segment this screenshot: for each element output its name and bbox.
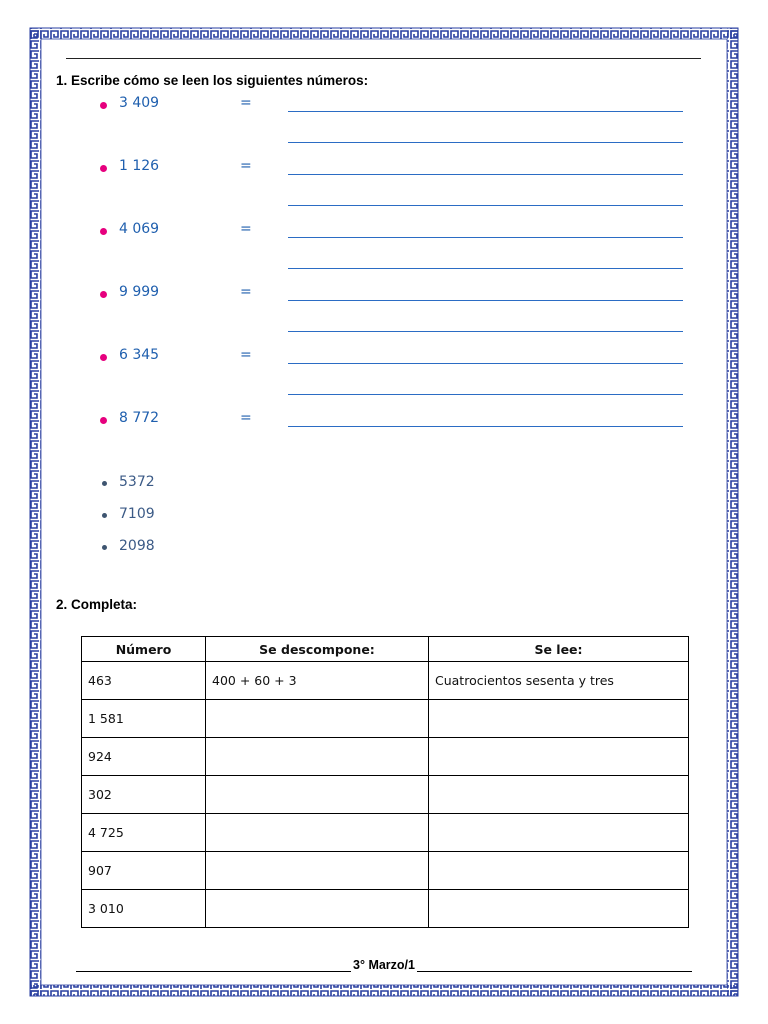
cell-se-lee[interactable]	[429, 852, 689, 890]
exercise-number: 8 772	[119, 410, 160, 426]
extra-number: 7109	[119, 506, 155, 522]
equals-sign: =	[240, 221, 252, 237]
exercise-item	[0, 158, 768, 182]
cell-numero: 302	[82, 776, 206, 814]
header-line	[66, 58, 701, 59]
exercise-number: 9 999	[119, 284, 160, 300]
bullet-icon	[100, 291, 107, 298]
extra-number: 5372	[119, 474, 155, 490]
answer-line[interactable]	[288, 205, 683, 206]
answer-line[interactable]	[288, 300, 683, 301]
exercise-number: 1 126	[119, 158, 160, 174]
table-row	[82, 890, 689, 928]
cell-descompone[interactable]	[206, 738, 429, 776]
cell-se-lee[interactable]	[429, 738, 689, 776]
footer-text: 3° Marzo/1	[353, 958, 415, 972]
cell-descompone[interactable]: 400 + 60 + 3	[206, 662, 429, 700]
cell-descompone[interactable]	[206, 852, 429, 890]
cell-se-lee[interactable]: Cuatrocientos sesenta y tres	[429, 662, 689, 700]
bullet-icon	[100, 102, 107, 109]
cell-numero: 907	[82, 852, 206, 890]
footer	[76, 954, 692, 972]
equals-sign: =	[240, 158, 252, 174]
exercise-item	[0, 284, 768, 308]
exercise-number: 3 409	[119, 95, 160, 111]
table-row	[82, 814, 689, 852]
table-row	[82, 700, 689, 738]
exercise-number: 6 345	[119, 347, 160, 363]
answer-line[interactable]	[288, 268, 683, 269]
numbers-table	[81, 636, 689, 928]
cell-se-lee[interactable]	[429, 890, 689, 928]
table-row	[82, 776, 689, 814]
answer-line[interactable]	[288, 363, 683, 364]
cell-descompone[interactable]	[206, 814, 429, 852]
equals-sign: =	[240, 95, 252, 111]
cell-numero: 924	[82, 738, 206, 776]
bullet-icon	[100, 165, 107, 172]
footer-line-left	[76, 959, 351, 972]
answer-line[interactable]	[288, 426, 683, 427]
cell-se-lee[interactable]	[429, 814, 689, 852]
cell-descompone[interactable]	[206, 890, 429, 928]
equals-sign: =	[240, 284, 252, 300]
extra-number-item	[0, 538, 768, 558]
exercise-item	[0, 95, 768, 119]
cell-numero: 1 581	[82, 700, 206, 738]
bullet-icon	[100, 228, 107, 235]
cell-descompone[interactable]	[206, 776, 429, 814]
cell-numero: 463	[82, 662, 206, 700]
extra-number-item	[0, 506, 768, 526]
table-row	[82, 852, 689, 890]
bullet-icon	[100, 354, 107, 361]
exercise-item	[0, 347, 768, 371]
cell-descompone[interactable]	[206, 700, 429, 738]
exercise1-title: 1. Escribe cómo se leen los siguientes números:	[56, 73, 369, 88]
col-header-numero: Número	[82, 637, 206, 662]
answer-line[interactable]	[288, 111, 683, 112]
extra-number: 2098	[119, 538, 155, 554]
table-row	[82, 738, 689, 776]
table-header-row	[82, 637, 689, 662]
answer-line[interactable]	[288, 237, 683, 238]
bullet-icon	[102, 513, 107, 518]
exercise2-title: 2. Completa:	[56, 597, 138, 612]
exercise-number: 4 069	[119, 221, 160, 237]
bullet-icon	[102, 481, 107, 486]
table-row	[82, 662, 689, 700]
equals-sign: =	[240, 347, 252, 363]
answer-line[interactable]	[288, 394, 683, 395]
answer-line[interactable]	[288, 331, 683, 332]
bullet-icon	[102, 545, 107, 550]
answer-line[interactable]	[288, 142, 683, 143]
answer-line[interactable]	[288, 174, 683, 175]
exercise-item	[0, 410, 768, 434]
col-header-descompone: Se descompone:	[206, 637, 429, 662]
cell-se-lee[interactable]	[429, 776, 689, 814]
exercise-item	[0, 221, 768, 245]
col-header-se-lee: Se lee:	[429, 637, 689, 662]
footer-line-right	[417, 959, 692, 972]
cell-numero: 3 010	[82, 890, 206, 928]
cell-numero: 4 725	[82, 814, 206, 852]
extra-number-item	[0, 474, 768, 494]
bullet-icon	[100, 417, 107, 424]
cell-se-lee[interactable]	[429, 700, 689, 738]
equals-sign: =	[240, 410, 252, 426]
